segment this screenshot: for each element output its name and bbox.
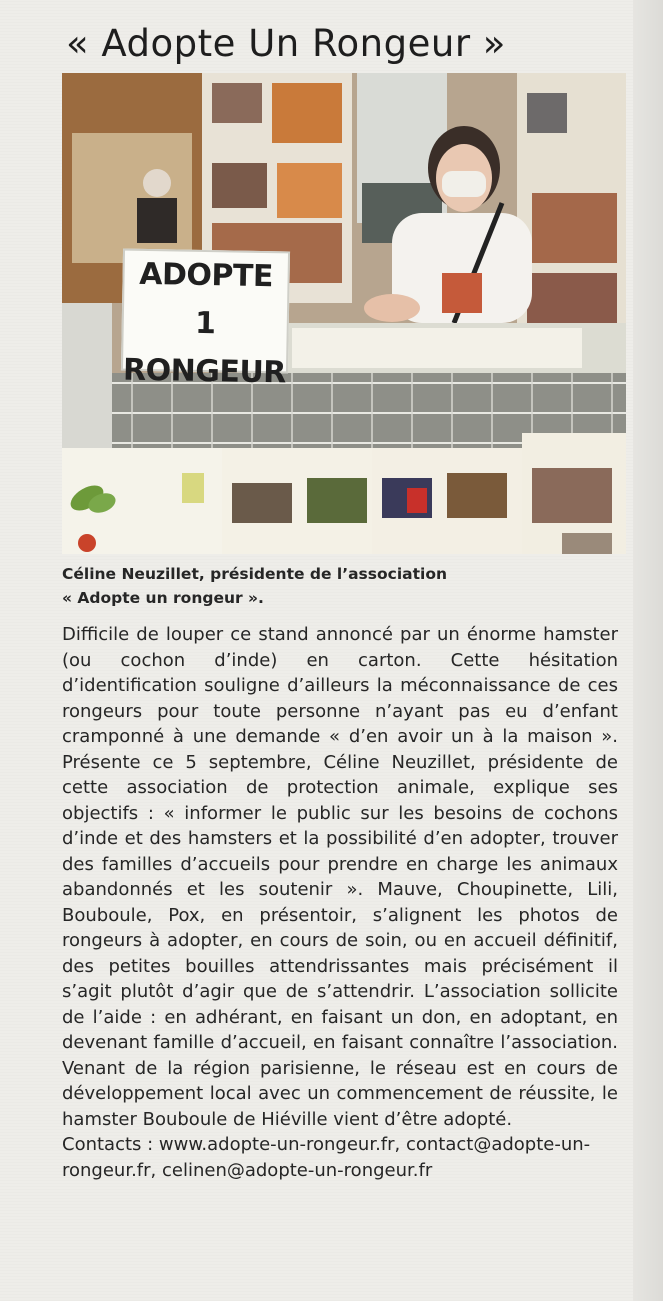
- sign-line-1: ADOPTE 1: [139, 256, 274, 342]
- photo-caption: [62, 562, 622, 610]
- article-body: [62, 622, 618, 1183]
- page-edge: [633, 0, 663, 1301]
- article-photo: [62, 73, 626, 554]
- article-title: « Adopte Un Rongeur »: [66, 22, 506, 65]
- caption-line-1: Céline Neuzillet, présidente de l’association: [62, 565, 448, 583]
- adopt-sign: [121, 249, 290, 391]
- article-contacts: Contacts : www.adopte-un-rongeur.fr, contact@adopte-un-rongeur.fr, celinen@adopte-un-rongeur.fr: [62, 1134, 591, 1181]
- caption-line-2: « Adopte un rongeur ».: [62, 589, 264, 607]
- article-paragraph: Difficile de louper ce stand annoncé par un énorme hamster (ou cochon d’inde) en carton. Cette hésitation d’identification souligne d’ailleurs la méconnaissance de ces rongeurs pour toute personne n’ayant pas eu d’enfant cramponné à une demande « d’en avoir un à la maison ». Présente ce 5 septembre, Céline Neuzillet, présidente de cette association de protection animale, explique ses objectifs : « informer le public sur les besoins de cochons d’inde et des hamsters et la possibilité d’en adopter, trouver des familles d’accueils pour prendre en charge les animaux abandonnés et les soutenir ». Mauve, Choupinette, Lili, Bouboule, Pox, en présentoir, s’alignent les photos de rongeurs à adopter, en cours de soin, ou en accueil définitif, des petites bouilles attendrissantes mais précisément il s’agit plutôt d’agir que de s’attendrir. L’association sollicite de l’aide : en adhérant, en faisant un don, en adoptant, en devenant famille d’accueil, en faisant connaître l’association. Venant de la région parisienne, le réseau est en cours de développement local avec un commencement de réussite, le hamster Bouboule de Hiéville vient d’être adopté.: [62, 624, 618, 1130]
- sign-line-2: RONGEUR: [122, 352, 287, 391]
